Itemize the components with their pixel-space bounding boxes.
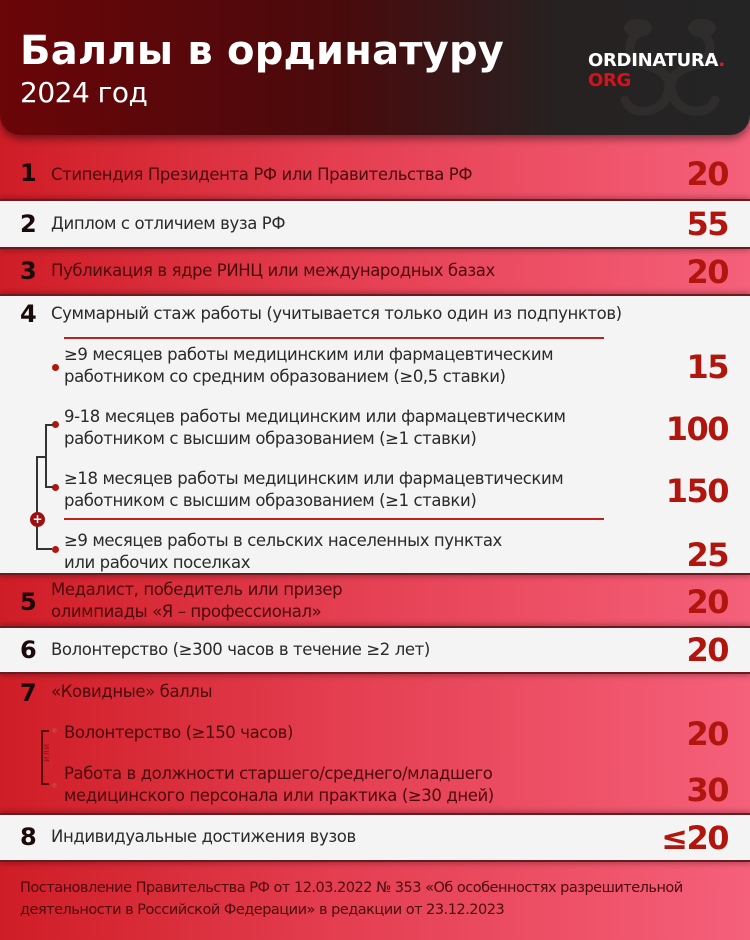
item-score: 20 <box>686 631 728 669</box>
item-6 <box>0 628 750 672</box>
bracket-top-tick <box>45 424 53 426</box>
bracket-bottom-tick-2 <box>36 548 52 550</box>
item-label: Диплом с отличием вуза РФ <box>51 214 286 233</box>
item-score: 55 <box>686 205 728 243</box>
item-number: 3 <box>20 257 37 285</box>
subitem-score: 150 <box>665 472 728 510</box>
item-3 <box>0 248 750 294</box>
item-7 <box>0 673 750 814</box>
item-label: Суммарный стаж работы (учитывается только один из подпунктов) <box>51 304 622 323</box>
item-label: «Ковидные» баллы <box>51 682 213 701</box>
item-4 <box>0 296 750 573</box>
bullet-icon <box>52 421 59 428</box>
item-number: 5 <box>20 588 37 616</box>
item-number: 6 <box>20 636 37 664</box>
plus-icon: + <box>30 512 45 527</box>
subitem-4-4: ≥9 месяцев работы в сельских населенных пунктах или рабочих поселках <box>64 531 502 572</box>
bracket-top-tick <box>41 730 49 732</box>
item-number: 7 <box>20 679 37 707</box>
legal-source-footnote: Постановление Правительства РФ от 12.03.2022 № 353 «Об особенностях разрешительной деятельности в Российской Федерации» в редакции от 23.12.2023 <box>20 880 683 918</box>
logo-brand-bottom: ORG <box>588 70 632 91</box>
subitem-7-1: Волонтерство (≥150 часов) <box>64 723 294 742</box>
item-1 <box>0 140 750 200</box>
subitem-score: 25 <box>686 536 728 574</box>
item-number: 4 <box>20 300 37 328</box>
bullet-icon <box>52 484 59 491</box>
item-score: 20 <box>686 583 728 621</box>
item-score: ≤20 <box>661 819 728 857</box>
bracket-vertical-2 <box>36 456 38 550</box>
item-score: 20 <box>686 253 728 291</box>
item-number: 8 <box>20 823 37 851</box>
subitem-4-3: ≥18 месяцев работы медицинским или фармацевтическим работником с высшим образованием (≥1 ставки) <box>64 469 564 510</box>
item-label: Публикация в ядре РИНЦ или международных базах <box>51 261 495 280</box>
item-8 <box>0 815 750 860</box>
or-label: ИЛИ <box>43 743 51 762</box>
item-number: 2 <box>20 210 37 238</box>
page-subtitle: 2024 год <box>20 76 148 109</box>
item-label: Стипендия Президента РФ или Правительства РФ <box>51 165 473 184</box>
bracket-bottom-tick <box>45 486 53 488</box>
item-5 <box>0 574 750 627</box>
item-label: Медалист, победитель или призер олимпиады «Я – профессионал» <box>51 580 343 621</box>
item-number: 1 <box>20 159 37 187</box>
subitem-score: 20 <box>686 715 728 753</box>
item-score: 20 <box>686 155 728 193</box>
subitem-score: 30 <box>686 771 728 809</box>
subitem-7-2: Работа в должности старшего/среднего/младшего медицинского персонала или практика (≥30 дней) <box>64 764 494 805</box>
bullet-icon <box>52 728 57 733</box>
ordinatura-logo[interactable] <box>585 10 745 130</box>
bullet-icon <box>52 546 59 553</box>
section-divider <box>64 518 604 520</box>
header-banner <box>0 0 750 135</box>
bullet-icon <box>52 364 59 371</box>
section-divider <box>64 337 604 339</box>
subitem-score: 100 <box>665 410 728 448</box>
logo-brand-top: ORDINATURA. <box>588 50 725 71</box>
bracket-bottom-tick <box>41 783 49 785</box>
item-label: Волонтерство (≥300 часов в течение ≥2 лет) <box>51 640 430 659</box>
page-title: Баллы в ординатуру <box>20 28 505 74</box>
subitem-4-2: 9-18 месяцев работы медицинским или фармацевтическим работником с высшим образованием (≥1 ставки) <box>64 407 566 448</box>
item-2 <box>0 201 750 247</box>
bullet-icon <box>52 783 57 788</box>
subitem-score: 15 <box>686 348 728 386</box>
subitem-4-1: ≥9 месяцев работы медицинским или фармацевтическим работником со средним образованием (≥0,5 ставки) <box>64 345 554 386</box>
item-label: Индивидуальные достижения вузов <box>51 827 356 846</box>
